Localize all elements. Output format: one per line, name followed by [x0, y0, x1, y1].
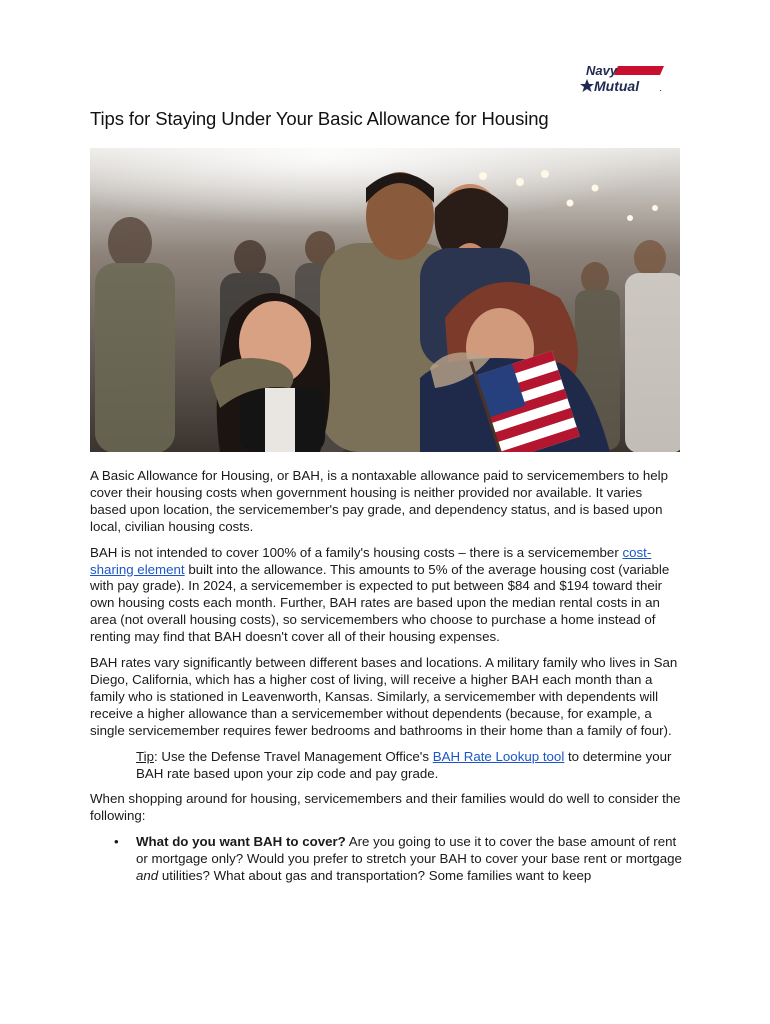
considerations-list: [90, 834, 682, 885]
article-body: [90, 468, 682, 885]
cost-sharing-link[interactable]: cost-sharing element: [90, 544, 652, 577]
page-title: Tips for Staying Under Your Basic Allowance for Housing: [90, 108, 549, 129]
paragraph-rates-vary: BAH rates vary significantly between different bases and locations. A military family who lives in San Diego, California, which has a higher cost of living, will receive a higher BAH each month than a family who is stationed in Leavenworth, Kansas. Similarly, a servicemember with dependents will receive a higher allowance than a servicemember without dependents (because, for example, a single servicemember requires fewer bedrooms and bathrooms in their home than a family of four).: [90, 655, 678, 738]
paragraph-intro: A Basic Allowance for Housing, or BAH, is a nontaxable allowance paid to servicemembers to help cover their housing costs when government housing is neither provided nor available. It varies based upon location, the servicemember's pay grade, and dependency status, and is based upon local, civilian housing costs.: [90, 468, 668, 534]
paragraph-shopping: When shopping around for housing, servicemembers and their families would do well to consider the following:: [90, 791, 681, 824]
list-item: • What do you want BAH to cover? Are you going to use it to cover the base amount of rent or mortgage only? Would you prefer to stretch your BAH to cover your base rent or mortgage and utilities? What about gas and transportation? Some families want to keep: [114, 834, 682, 884]
svg-text:.: .: [660, 87, 662, 93]
hero-photo: [90, 148, 680, 452]
paragraph-cost-sharing: BAH is not intended to cover 100% of a family's housing costs – there is a servicemember cost-sharing element built into the allowance. This amounts to 5% of the average housing cost (variable with pay grade). In 2024, a servicemember is expected to put between $84 and $194 toward their own housing costs each month. Further, BAH rates are based upon the median rental costs in an area (not overall housing costs), so servicemembers who choose to purchase a home instead of renting may find that BAH doesn't cover all of their housing expenses.: [90, 544, 670, 645]
tip-label: Tip: [136, 748, 154, 764]
bah-rate-lookup-link[interactable]: BAH Rate Lookup tool: [432, 748, 565, 764]
svg-text:Navy: Navy: [586, 63, 618, 78]
navy-mutual-logo: [578, 62, 666, 96]
bullet-icon: •: [114, 834, 119, 850]
star-icon: [580, 79, 594, 92]
bullet-heading: What do you want BAH to cover?: [136, 834, 346, 850]
tip-paragraph: Tip: Use the Defense Travel Management Office's BAH Rate Lookup tool to determine your BAH rate based upon your zip code and pay grade.: [136, 748, 672, 781]
svg-text:Mutual: Mutual: [594, 78, 640, 94]
